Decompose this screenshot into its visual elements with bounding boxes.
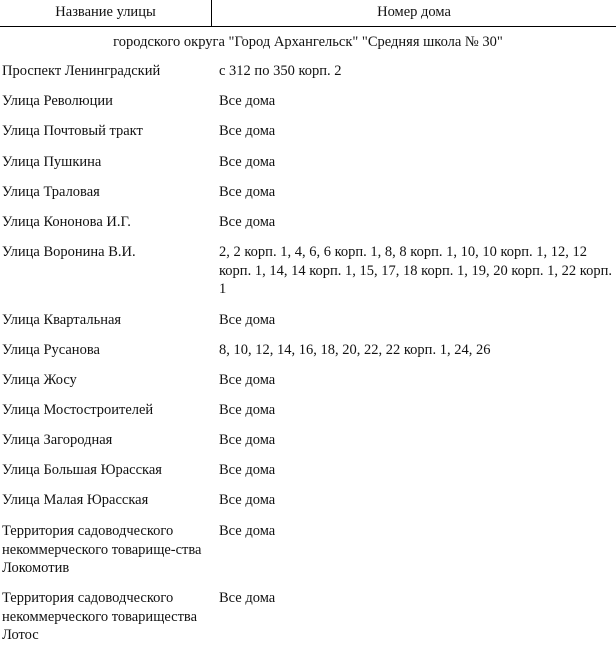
table-row xyxy=(0,491,616,510)
street-name: Территория садоводческого некоммерческого товарищества Лотос xyxy=(2,590,198,644)
house-numbers: Все дома xyxy=(219,462,276,478)
house-numbers: Все дома xyxy=(219,432,276,448)
street-name: Улица Квартальная xyxy=(2,312,122,328)
house-numbers: Все дома xyxy=(219,214,276,230)
table-row xyxy=(0,371,616,390)
house-numbers: Все дома xyxy=(219,590,276,606)
table-row xyxy=(0,401,616,420)
table-row xyxy=(0,183,616,202)
table-row xyxy=(0,431,616,450)
table-row xyxy=(0,589,616,644)
table-row xyxy=(0,522,616,577)
table-row xyxy=(0,122,616,141)
street-name: Улица Кононова И.Г. xyxy=(2,214,131,230)
street-name: Проспект Ленинградский xyxy=(2,63,161,79)
street-name: Улица Малая Юрасская xyxy=(2,492,149,508)
street-name: Улица Загородная xyxy=(2,432,113,448)
school-subtitle: городского округа "Город Архангельск" "Средняя школа № 30" xyxy=(113,34,503,50)
column-header-house: Номер дома xyxy=(377,4,451,20)
house-numbers: Все дома xyxy=(219,523,276,539)
table-row xyxy=(0,92,616,111)
house-numbers: Все дома xyxy=(219,492,276,508)
street-name: Улица Мостостроителей xyxy=(2,402,154,418)
house-numbers: Все дома xyxy=(219,123,276,139)
table-row xyxy=(0,461,616,480)
column-header-street: Название улицы xyxy=(0,0,212,26)
street-name: Улица Траловая xyxy=(2,184,100,200)
street-name: Улица Пушкина xyxy=(2,154,102,170)
street-name: Улица Жосу xyxy=(2,372,77,388)
house-numbers: Все дома xyxy=(219,402,276,418)
house-numbers: Все дома xyxy=(219,184,276,200)
table-row xyxy=(0,311,616,330)
house-numbers: Все дома xyxy=(219,372,276,388)
table-row xyxy=(0,153,616,172)
street-name: Улица Русанова xyxy=(2,342,100,358)
table-header xyxy=(0,0,616,27)
house-numbers: с 312 по 350 корп. 2 xyxy=(219,63,342,79)
house-numbers: 2, 2 корп. 1, 4, 6, 6 корп. 1, 8, 8 корп. 1, 10, 10 корп. 1, 12, 12 корп. 1, 14, 14 корп. 1, 15, 17, 18 корп. 1, 19, 20 корп. 1, 22 корп. 1 xyxy=(219,244,612,298)
table-row xyxy=(0,243,616,299)
table-row xyxy=(0,213,616,232)
street-name: Улица Большая Юрасская xyxy=(2,462,162,478)
street-name: Улица Почтовый тракт xyxy=(2,123,143,139)
street-name: Улица Воронина В.И. xyxy=(2,244,136,260)
table-row xyxy=(0,62,616,81)
street-name: Улица Революции xyxy=(2,93,113,109)
street-name: Территория садоводческого некоммерческого товарище-ства Локомотив xyxy=(2,523,202,577)
house-numbers: Все дома xyxy=(219,312,276,328)
house-numbers: Все дома xyxy=(219,154,276,170)
house-numbers: Все дома xyxy=(219,93,276,109)
table-row xyxy=(0,341,616,360)
house-numbers: 8, 10, 12, 14, 16, 18, 20, 22, 22 корп. 1, 24, 26 xyxy=(219,342,491,358)
